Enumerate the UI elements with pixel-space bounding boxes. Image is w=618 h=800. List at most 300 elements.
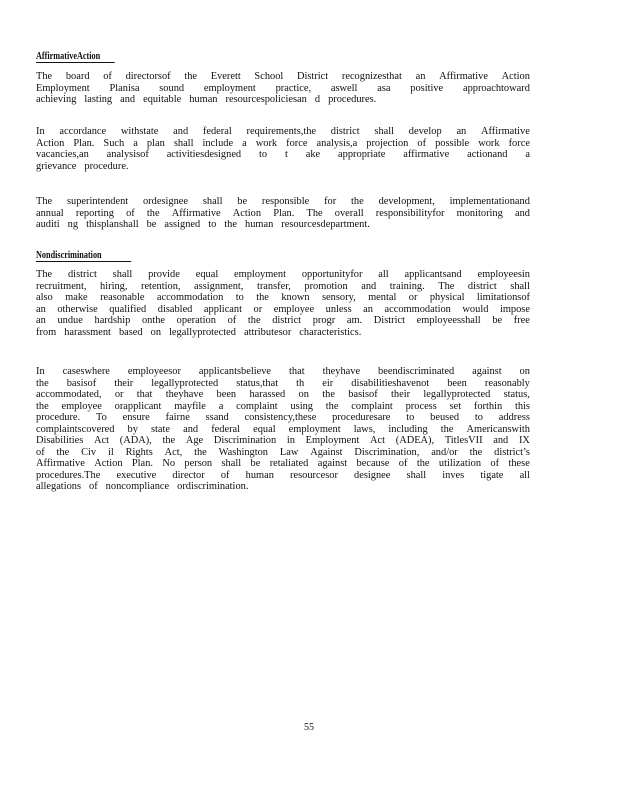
word: shall bbox=[406, 469, 427, 481]
word: possible bbox=[435, 137, 470, 149]
text-line bbox=[36, 149, 530, 161]
word: requirements,the bbox=[246, 126, 317, 137]
text-line bbox=[36, 458, 530, 470]
word: applicantsand bbox=[404, 269, 462, 280]
word: accommodated, bbox=[36, 389, 102, 400]
word: theyhave bbox=[322, 366, 361, 377]
word: Disabilities bbox=[36, 435, 84, 446]
word: recognizesthat bbox=[341, 71, 402, 82]
word: equitable bbox=[143, 94, 182, 105]
word: applicantsbelieve bbox=[198, 366, 272, 377]
word: the bbox=[322, 389, 335, 400]
text-line bbox=[36, 292, 530, 304]
word: of bbox=[220, 469, 230, 481]
word: In bbox=[36, 366, 45, 377]
word: The bbox=[306, 207, 323, 219]
word: assignment, bbox=[194, 280, 244, 292]
word: known bbox=[281, 292, 310, 303]
word: the bbox=[247, 315, 261, 326]
word: include bbox=[202, 137, 234, 149]
word: assigned bbox=[164, 219, 201, 230]
word: an bbox=[36, 303, 46, 315]
word: asa bbox=[377, 82, 391, 94]
word: physical bbox=[429, 292, 465, 303]
word: legallyprotected bbox=[423, 389, 491, 400]
word: an bbox=[363, 303, 373, 315]
word: against bbox=[317, 458, 348, 469]
word: using bbox=[290, 400, 313, 412]
word: a bbox=[525, 149, 530, 160]
word: reasonably bbox=[484, 377, 530, 389]
paragraph bbox=[36, 126, 530, 172]
word: or bbox=[114, 389, 124, 400]
word: the bbox=[162, 435, 176, 446]
word: withstate bbox=[120, 126, 159, 137]
word: positive bbox=[410, 82, 444, 94]
word: be bbox=[146, 219, 157, 230]
word: or bbox=[253, 303, 263, 315]
text-line bbox=[36, 196, 530, 208]
word: t bbox=[284, 149, 288, 160]
word: process bbox=[405, 400, 437, 412]
word: plan bbox=[146, 137, 165, 149]
word: district bbox=[67, 269, 97, 280]
word: Rights bbox=[125, 446, 153, 458]
word: that bbox=[136, 389, 153, 400]
word: Employment bbox=[305, 435, 360, 446]
word: laws, bbox=[353, 423, 376, 435]
word: work bbox=[478, 137, 500, 149]
word: hiring, bbox=[100, 280, 128, 292]
text-line bbox=[36, 389, 530, 401]
word: In bbox=[36, 126, 45, 137]
word: consistency,these bbox=[244, 412, 317, 423]
word: fairne bbox=[165, 412, 190, 423]
word: designee bbox=[354, 469, 391, 481]
word: force bbox=[508, 137, 530, 149]
word: and bbox=[493, 435, 509, 446]
word: opportunityfor bbox=[301, 269, 363, 280]
word: projection bbox=[366, 137, 409, 149]
word: ordiscrimination. bbox=[177, 481, 249, 492]
word: orapplicant bbox=[114, 400, 162, 412]
word: been bbox=[216, 389, 237, 400]
word: legallyprotected bbox=[169, 326, 236, 338]
word: free bbox=[513, 315, 530, 326]
word: practice, bbox=[275, 82, 312, 94]
word: basisof bbox=[348, 389, 378, 400]
word: status, bbox=[503, 389, 530, 400]
word: reasonable bbox=[100, 292, 145, 303]
word: accordance bbox=[59, 126, 107, 137]
word: their bbox=[114, 377, 134, 389]
word: Affirmative bbox=[36, 458, 85, 469]
word: transfer, bbox=[256, 280, 291, 292]
word: for bbox=[324, 196, 337, 207]
word: and bbox=[183, 423, 199, 435]
word: and bbox=[173, 126, 189, 137]
word: the bbox=[56, 446, 70, 458]
word: development, bbox=[378, 196, 435, 207]
word: Act bbox=[370, 435, 386, 446]
word: implementationand bbox=[449, 196, 530, 207]
text-line bbox=[36, 281, 530, 293]
text-line bbox=[36, 126, 530, 138]
word: am. bbox=[346, 315, 363, 326]
word: of bbox=[126, 207, 135, 219]
word: make bbox=[65, 292, 88, 303]
text-line bbox=[36, 378, 530, 390]
word: Employment bbox=[36, 82, 90, 94]
word: this bbox=[514, 400, 530, 412]
text-line bbox=[36, 447, 530, 459]
nondiscrimination-heading: Nondiscrimination bbox=[36, 250, 131, 262]
word: hardship bbox=[94, 315, 131, 326]
word: of bbox=[36, 446, 45, 458]
word: procedures. bbox=[328, 94, 377, 105]
word: complaint bbox=[351, 400, 393, 412]
word: the bbox=[351, 196, 364, 207]
word: human bbox=[245, 469, 274, 481]
word: Law bbox=[279, 446, 299, 458]
text-line bbox=[36, 315, 530, 327]
word: including bbox=[388, 423, 428, 435]
word: shall bbox=[510, 280, 530, 292]
word: the bbox=[469, 446, 483, 458]
word: IX bbox=[518, 435, 530, 446]
word: allegations bbox=[36, 481, 82, 492]
word: to bbox=[474, 412, 483, 423]
word: to bbox=[235, 292, 244, 303]
word: to bbox=[259, 149, 268, 160]
word: be bbox=[492, 315, 503, 326]
word: employment bbox=[234, 269, 286, 280]
word: the bbox=[194, 446, 207, 458]
word: of bbox=[103, 71, 112, 82]
word: recruitment, bbox=[36, 280, 87, 292]
word: to bbox=[406, 412, 415, 423]
word: Planisa bbox=[109, 82, 140, 94]
word: actionand bbox=[467, 149, 508, 160]
word: these bbox=[508, 458, 530, 469]
word: appropriate bbox=[338, 149, 386, 160]
word: analysisof bbox=[106, 149, 149, 160]
word: of bbox=[89, 481, 98, 492]
word: Action bbox=[232, 207, 262, 219]
word: a bbox=[218, 400, 224, 412]
word: ordesignee bbox=[142, 196, 188, 207]
word: Action bbox=[36, 137, 65, 149]
word: Plan. bbox=[273, 207, 295, 219]
word: the bbox=[440, 423, 454, 435]
word: complaint bbox=[236, 400, 278, 412]
word: shall bbox=[221, 458, 242, 469]
word: to bbox=[208, 219, 217, 230]
word: basisof bbox=[66, 377, 97, 389]
word: human bbox=[189, 94, 218, 105]
text-line bbox=[36, 208, 530, 220]
word: and/or bbox=[431, 446, 458, 458]
word: the bbox=[416, 458, 430, 469]
word: the bbox=[36, 400, 49, 412]
word: mayfile bbox=[174, 400, 206, 412]
word: Act bbox=[94, 435, 110, 446]
word: affirmative bbox=[403, 149, 450, 160]
word: theyhave bbox=[165, 389, 204, 400]
word: be bbox=[250, 458, 261, 469]
word: Affirmative bbox=[481, 126, 530, 137]
text-line bbox=[36, 412, 530, 424]
word: aswell bbox=[330, 82, 358, 94]
word: Civ bbox=[81, 446, 97, 458]
word: on bbox=[519, 366, 530, 377]
word: th bbox=[296, 377, 305, 389]
word: employeesin bbox=[477, 269, 530, 280]
word: ng bbox=[67, 219, 79, 230]
word: eir bbox=[322, 377, 334, 389]
word: state bbox=[151, 423, 171, 435]
word: harassment bbox=[64, 326, 111, 338]
word: of bbox=[398, 458, 408, 469]
word: ensure bbox=[122, 412, 150, 423]
paragraph bbox=[36, 71, 530, 106]
word: status,that bbox=[236, 377, 279, 389]
paragraph bbox=[36, 366, 530, 493]
word: forthin bbox=[473, 400, 503, 412]
word: an bbox=[456, 126, 467, 137]
word: sensory, bbox=[322, 292, 356, 303]
word: beused bbox=[430, 412, 460, 423]
word: unless bbox=[325, 303, 352, 315]
word: the bbox=[146, 207, 160, 219]
word: and bbox=[514, 207, 530, 219]
word: onthe bbox=[141, 315, 166, 326]
word: district’s bbox=[494, 446, 530, 458]
word: Age bbox=[185, 435, 204, 446]
word: Action bbox=[501, 71, 530, 82]
word: District bbox=[373, 315, 405, 326]
word: responsibilityfor bbox=[375, 207, 445, 219]
word: set bbox=[449, 400, 462, 412]
word: qualified bbox=[109, 303, 147, 315]
text-line bbox=[36, 269, 530, 281]
text-line bbox=[36, 401, 530, 413]
word: resourcesdepartment. bbox=[281, 219, 370, 230]
word: of bbox=[417, 137, 427, 149]
word: that bbox=[289, 366, 305, 377]
word: employment bbox=[203, 82, 256, 94]
word: shall bbox=[112, 269, 133, 280]
word: a bbox=[133, 137, 138, 149]
text-line bbox=[36, 304, 530, 316]
word: Act, bbox=[164, 446, 183, 458]
word: executive bbox=[116, 469, 157, 481]
word: harassed bbox=[249, 389, 286, 400]
word: director bbox=[172, 469, 205, 481]
word: shall bbox=[202, 196, 223, 207]
text-line bbox=[36, 161, 530, 173]
word: human bbox=[245, 219, 274, 230]
text-line bbox=[36, 366, 530, 378]
word: or bbox=[408, 292, 418, 303]
word: against bbox=[472, 366, 502, 377]
word: (ADEA), bbox=[395, 435, 435, 446]
word: characteristics. bbox=[299, 326, 362, 338]
word: vacancies,an bbox=[36, 149, 89, 160]
word: training. bbox=[389, 280, 425, 292]
word: develop bbox=[408, 126, 442, 137]
word: mental bbox=[368, 292, 397, 303]
word: promotion bbox=[304, 280, 348, 292]
word: beendiscriminated bbox=[378, 366, 455, 377]
word: retaliated bbox=[269, 458, 309, 469]
word: shall bbox=[173, 137, 194, 149]
word: monitoring bbox=[456, 207, 503, 219]
word: accommodation bbox=[384, 303, 451, 315]
word: all bbox=[378, 269, 389, 280]
word: impose bbox=[499, 303, 530, 315]
word: an bbox=[415, 71, 426, 82]
word: The bbox=[36, 269, 53, 280]
word: by bbox=[127, 423, 138, 435]
word: il bbox=[107, 446, 114, 458]
word: equal bbox=[195, 269, 219, 280]
word: federal bbox=[211, 423, 241, 435]
word: shall bbox=[374, 126, 395, 137]
word: tigate bbox=[480, 469, 504, 481]
word: auditi bbox=[36, 219, 60, 230]
word: reporting bbox=[75, 207, 114, 219]
page-number: 55 bbox=[304, 722, 314, 733]
word: directorsof bbox=[125, 71, 171, 82]
word: an bbox=[36, 315, 46, 326]
word: activitiesdesigned bbox=[166, 149, 242, 160]
word: accommodation bbox=[156, 292, 224, 303]
text-line bbox=[36, 219, 530, 231]
word: proceduresare bbox=[332, 412, 391, 423]
text-line bbox=[36, 435, 530, 447]
word: employment bbox=[288, 423, 341, 435]
word: applicant bbox=[203, 303, 243, 315]
word: the bbox=[224, 219, 237, 230]
word: sound bbox=[159, 82, 185, 94]
word: achieving bbox=[36, 94, 77, 105]
word: To bbox=[95, 412, 107, 423]
word: been bbox=[447, 377, 467, 389]
word: Washington bbox=[218, 446, 269, 458]
word: The bbox=[36, 196, 53, 207]
word: attributesor bbox=[243, 326, 292, 338]
word: The bbox=[438, 280, 455, 292]
word: Against bbox=[310, 446, 343, 458]
word: Discrimination, bbox=[354, 446, 420, 458]
word: Everett bbox=[210, 71, 241, 82]
word: noncompliance bbox=[105, 481, 170, 492]
word: progr bbox=[312, 315, 336, 326]
word: legallyprotected bbox=[151, 377, 219, 389]
word: on bbox=[298, 389, 309, 400]
word: inves bbox=[442, 469, 465, 481]
word: analysis,a bbox=[316, 137, 358, 149]
word: d bbox=[314, 94, 321, 105]
word: limitationsof bbox=[476, 292, 530, 303]
word: Affirmative bbox=[171, 207, 221, 219]
word: address bbox=[498, 412, 530, 423]
word: School bbox=[254, 71, 284, 82]
word: undue bbox=[57, 315, 83, 326]
word: the bbox=[184, 71, 198, 82]
word: utilization bbox=[438, 458, 482, 469]
word: employee bbox=[61, 400, 102, 412]
word: force bbox=[286, 137, 308, 149]
word: their bbox=[391, 389, 411, 400]
word: responsible bbox=[261, 196, 310, 207]
word: Plan. bbox=[73, 137, 95, 149]
word: overall bbox=[334, 207, 364, 219]
word: (ADA), bbox=[119, 435, 152, 446]
word: district bbox=[272, 315, 302, 326]
word: district bbox=[330, 126, 360, 137]
text-line bbox=[36, 71, 530, 83]
word: disabilitieshavenot bbox=[351, 377, 430, 389]
text-line bbox=[36, 327, 530, 339]
word: The bbox=[36, 71, 53, 82]
text-line bbox=[36, 470, 530, 482]
word: federal bbox=[202, 126, 232, 137]
word: Americanswith bbox=[466, 423, 530, 435]
word: equal bbox=[253, 423, 276, 435]
word: approachtoward bbox=[462, 82, 530, 94]
text-line bbox=[36, 138, 530, 150]
word: from bbox=[36, 326, 57, 338]
word: Such bbox=[103, 137, 125, 149]
word: provide bbox=[148, 269, 180, 280]
word: employeesor bbox=[127, 366, 181, 377]
paragraph bbox=[36, 269, 530, 338]
word: Plan. bbox=[131, 458, 153, 469]
word: Discrimination bbox=[213, 435, 277, 446]
word: and bbox=[361, 280, 377, 292]
word: the bbox=[325, 400, 339, 412]
word: also bbox=[36, 292, 53, 303]
word: No bbox=[162, 458, 176, 469]
word: all bbox=[519, 469, 530, 481]
word: based bbox=[118, 326, 143, 338]
text-line bbox=[36, 424, 530, 436]
word: work bbox=[255, 137, 278, 149]
word: on bbox=[150, 326, 162, 338]
word: would bbox=[462, 303, 489, 315]
text-line bbox=[36, 481, 530, 493]
word: employeesshall bbox=[416, 315, 481, 326]
word: procedure. bbox=[84, 160, 129, 172]
word: grievance bbox=[36, 160, 77, 172]
text-line bbox=[36, 83, 530, 95]
word: resourcespoliciesan bbox=[225, 94, 307, 105]
word: annual bbox=[36, 207, 64, 219]
word: employee bbox=[273, 303, 315, 315]
word: procedure. bbox=[36, 412, 81, 423]
word: ssand bbox=[205, 412, 229, 423]
word: because bbox=[356, 458, 390, 469]
word: of bbox=[490, 458, 500, 469]
paragraph bbox=[36, 196, 530, 231]
word: lasting bbox=[84, 94, 113, 105]
word: District bbox=[297, 71, 329, 82]
word: and bbox=[120, 94, 136, 105]
word: be bbox=[237, 196, 248, 207]
word: complaintscovered bbox=[36, 423, 115, 435]
